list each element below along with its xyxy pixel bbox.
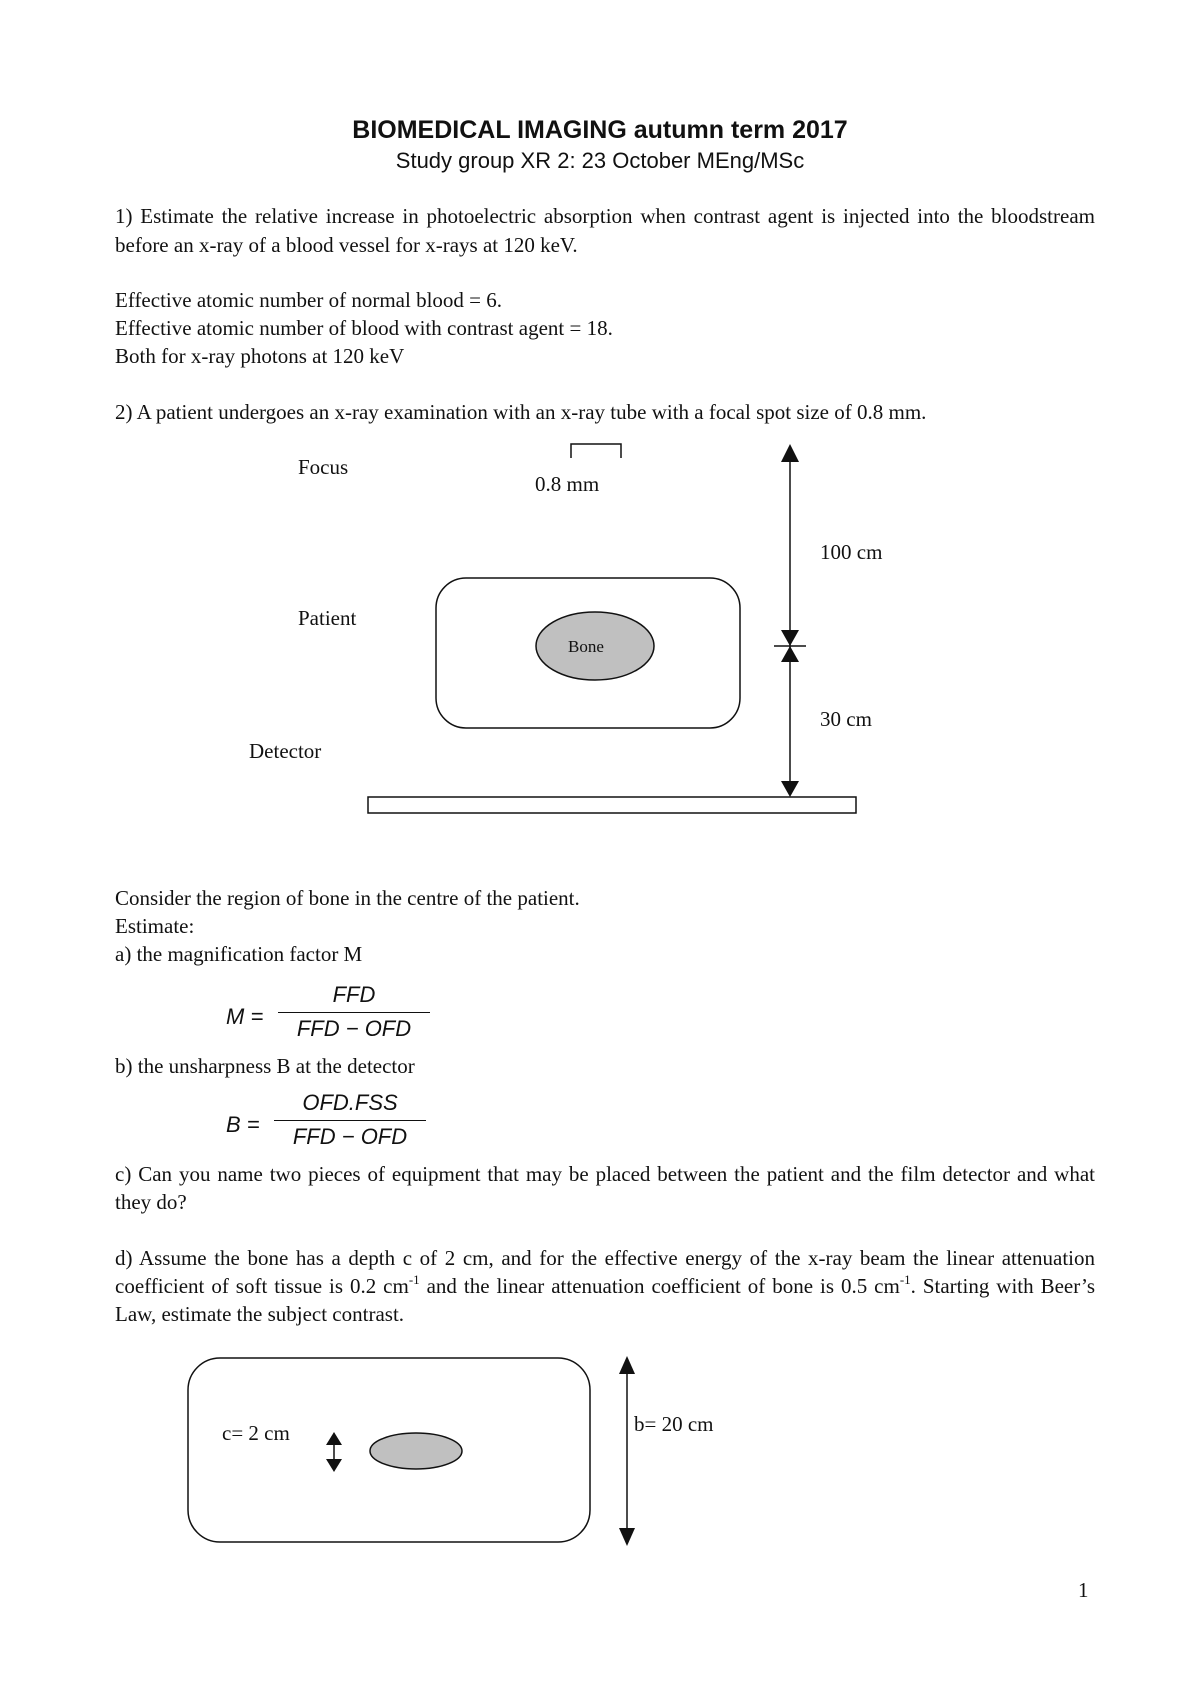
formula-b-lhs: B =: [226, 1112, 260, 1137]
b-arrow-down: [619, 1528, 635, 1546]
part-d-segment-3: . Starting with Beer’s Law, estimate the subject contrast.: [115, 1274, 1095, 1326]
consider-text: Consider the region of bone in the centre of the patient.: [115, 886, 580, 910]
detector-bar: [368, 797, 856, 813]
formula-b-numerator: OFD.FSS: [302, 1090, 398, 1115]
distance-upper-label: 100 cm: [820, 540, 883, 564]
bone-ellipse-2: [370, 1433, 462, 1469]
part-d-superscript-1: -1: [408, 1272, 420, 1287]
estimate-text: Estimate:: [115, 914, 195, 938]
question-1-line-normal-blood: Effective atomic number of normal blood = 6.: [115, 288, 503, 312]
part-a-text: a) the magnification factor M: [115, 942, 363, 966]
b-thickness-label: b= 20 cm: [634, 1412, 714, 1436]
question-1-line-contrast-blood: Effective atomic number of blood with contrast agent = 18.: [115, 316, 613, 340]
formula-b-denominator: FFD − OFD: [292, 1124, 408, 1149]
focal-size-label: 0.8 mm: [535, 472, 600, 496]
magnification-formula: [226, 982, 436, 1048]
part-d-segment-2: and the linear attenuation coefficient of bone is 0.5 cm: [419, 1274, 900, 1298]
formula-m-denominator: FFD − OFD: [296, 1016, 412, 1041]
part-b-text: b) the unsharpness B at the detector: [115, 1054, 415, 1078]
formula-m-bar: [278, 1012, 430, 1013]
focus-label: Focus: [298, 455, 349, 479]
unsharpness-formula: [226, 1090, 436, 1156]
arrow-bottom: [781, 781, 799, 797]
part-c-text: c) Can you name two pieces of equipment that may be placed between the patient and the film detector and what they do?: [115, 1162, 1095, 1214]
page-number: 1: [1078, 1578, 1089, 1602]
arrow-mid-down: [781, 630, 799, 646]
part-d-segment-1: d) Assume the bone has a depth c of 2 cm, and for the effective energy of the x-ray beam the linear attenuation coefficient of soft tissue is 0.2 cm: [115, 1246, 1095, 1298]
formula-m-numerator: FFD: [332, 982, 376, 1007]
part-d-text: [115, 1244, 1095, 1328]
patient-label: Patient: [298, 606, 357, 630]
question-2-intro: 2) A patient undergoes an x-ray examination with an x-ray tube with a focal spot size of 0.8 mm.: [115, 400, 927, 424]
arrow-top: [781, 444, 799, 462]
part-d-superscript-2: -1: [899, 1272, 911, 1287]
formula-m-lhs: M =: [226, 1004, 264, 1029]
focal-spot-bracket: [571, 444, 621, 458]
document-subtitle: Study group XR 2: 23 October MEng/MSc: [395, 148, 805, 173]
question-1-text: 1) Estimate the relative increase in photoelectric absorption when contrast agent is injected into the bloodstream before an x-ray of a blood vessel for x-rays at 120 keV.: [115, 204, 1095, 257]
arrow-mid-up: [781, 646, 799, 662]
b-arrow-up: [619, 1356, 635, 1374]
c-depth-label: c= 2 cm: [222, 1421, 290, 1445]
bone-label: Bone: [568, 637, 604, 656]
distance-lower-label: 30 cm: [820, 707, 872, 731]
document-title: BIOMEDICAL IMAGING autumn term 2017: [352, 116, 848, 144]
detector-label: Detector: [249, 739, 322, 763]
c-arrow-up: [326, 1432, 342, 1445]
question-1-line-energy: Both for x-ray photons at 120 keV: [115, 344, 405, 368]
c-arrow-down: [326, 1459, 342, 1472]
formula-b-bar: [274, 1120, 426, 1121]
